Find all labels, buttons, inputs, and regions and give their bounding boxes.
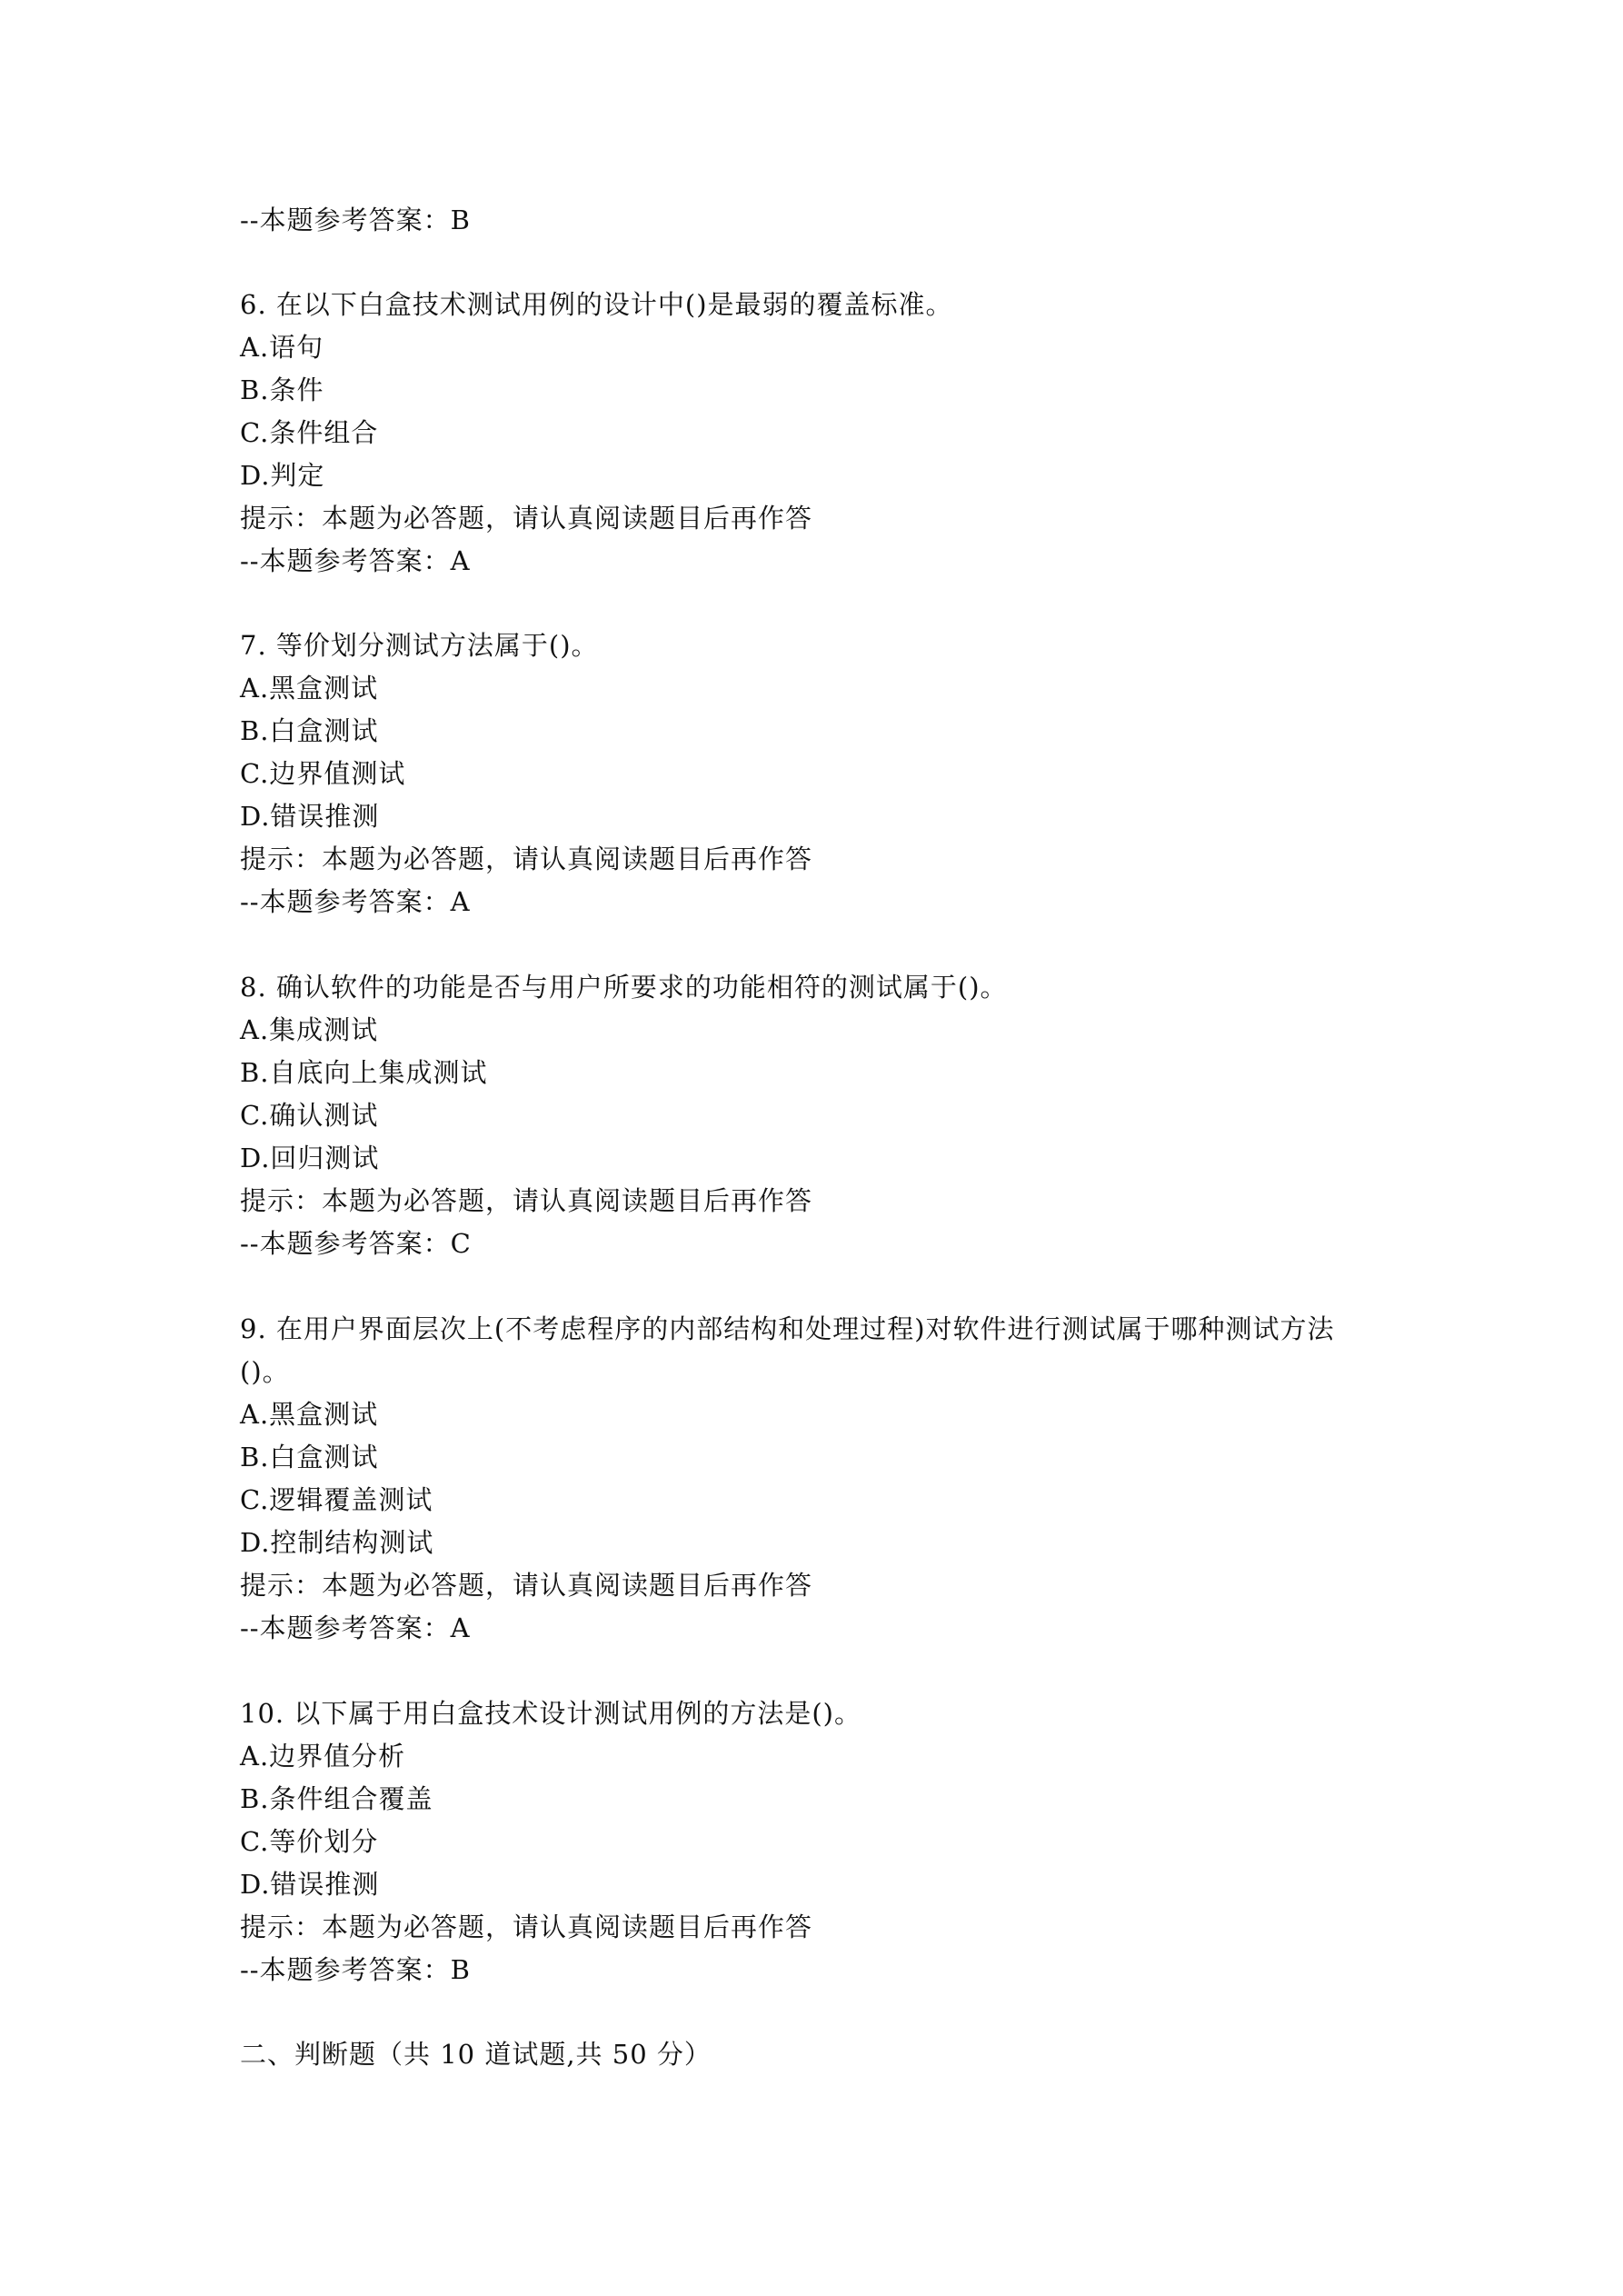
answer-8: --本题参考答案：C xyxy=(240,1228,472,1259)
hint-8: 提示：本题为必答题，请认真阅读题目后再作答 xyxy=(240,1185,813,1216)
option-9-a: A.黑盒测试 xyxy=(240,1399,379,1430)
answer-6: --本题参考答案：A xyxy=(240,545,471,576)
question-7: 7. 等价划分测试方法属于()。 xyxy=(240,630,599,661)
option-8-a: A.集成测试 xyxy=(240,1014,379,1045)
question-8: 8. 确认软件的功能是否与用户所要求的功能相符的测试属于()。 xyxy=(240,972,1008,1003)
hint-10: 提示：本题为必答题，请认真阅读题目后再作答 xyxy=(240,1912,813,1942)
option-10-a: A.边界值分析 xyxy=(240,1741,406,1772)
hint-6: 提示：本题为必答题，请认真阅读题目后再作答 xyxy=(240,503,813,534)
option-9-b: B.白盒测试 xyxy=(240,1442,379,1472)
option-8-b: B.自底向上集成测试 xyxy=(240,1057,488,1088)
answer-7: --本题参考答案：A xyxy=(240,886,471,917)
option-6-c: C.条件组合 xyxy=(240,417,379,448)
option-6-a: A.语句 xyxy=(240,332,324,363)
answer-9: --本题参考答案：A xyxy=(240,1612,471,1643)
option-7-c: C.边界值测试 xyxy=(240,758,406,789)
option-7-b: B.白盒测试 xyxy=(240,715,379,746)
option-9-c: C.逻辑覆盖测试 xyxy=(240,1484,433,1515)
option-10-b: B.条件组合覆盖 xyxy=(240,1783,433,1814)
option-7-d: D.错误推测 xyxy=(240,801,380,832)
option-6-b: B.条件 xyxy=(240,374,324,405)
question-6: 6. 在以下白盒技术测试用例的设计中()是最弱的覆盖标准。 xyxy=(240,289,953,320)
option-8-c: C.确认测试 xyxy=(240,1100,379,1131)
option-6-d: D.判定 xyxy=(240,460,325,491)
question-9-cont: ()。 xyxy=(240,1356,290,1387)
answer-10: --本题参考答案：B xyxy=(240,1954,471,1985)
option-10-d: D.错误推测 xyxy=(240,1869,380,1900)
section-heading-true-false: 二、判断题（共 10 道试题,共 50 分） xyxy=(240,2039,712,2070)
hint-7: 提示：本题为必答题，请认真阅读题目后再作答 xyxy=(240,844,813,874)
option-7-a: A.黑盒测试 xyxy=(240,673,379,704)
option-8-d: D.回归测试 xyxy=(240,1143,380,1173)
answer-line-q5: --本题参考答案：B xyxy=(240,205,471,235)
option-9-d: D.控制结构测试 xyxy=(240,1527,434,1558)
hint-9: 提示：本题为必答题，请认真阅读题目后再作答 xyxy=(240,1570,813,1601)
option-10-c: C.等价划分 xyxy=(240,1826,379,1857)
question-9: 9. 在用户界面层次上(不考虑程序的内部结构和处理过程)对软件进行测试属于哪种测试方法 xyxy=(240,1313,1335,1344)
question-10: 10. 以下属于用白盒技术设计测试用例的方法是()。 xyxy=(240,1698,861,1729)
